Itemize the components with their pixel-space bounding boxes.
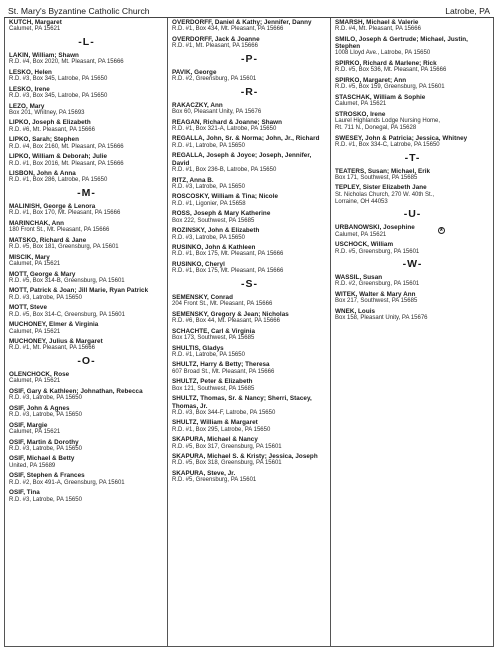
family-address: Box 158, Pleasant Unity, PA 15676 (335, 315, 428, 322)
family-name: SPIRKO, Margaret; Ann (335, 76, 407, 84)
family-name: ROSS, Joseph & Mary Katherine (172, 210, 271, 218)
directory-entry (335, 94, 490, 108)
family-address: R.D. #1, Ligonier, PA 15658 (172, 200, 246, 207)
family-address: R.D. #5, Box 536, Mt. Pleasant, PA 15666 (335, 67, 447, 74)
family-name: USCHOCK, William (335, 241, 394, 249)
family-name: SHULTZ, Peter & Elizabeth (172, 378, 253, 386)
directory-entry (172, 19, 327, 33)
directory-entry (9, 203, 164, 217)
directory-entry (335, 168, 490, 182)
family-address: R.D. #1, Box 175, Mt. Pleasant, PA 15666 (172, 251, 284, 258)
directory-entry (335, 291, 490, 305)
directory-entry (172, 311, 327, 325)
family-name: WASSIL, Susan (335, 274, 383, 282)
family-name: OLENCHOCK, Rose (9, 371, 70, 379)
family-address: R.D. #4, Box 2020, Mt. Pleasant, PA 15666 (9, 59, 124, 66)
family-name: SPIRKO, Richard & Marlene; Rick (335, 60, 437, 68)
family-name: TEATERS, Susan; Michael, Erik (335, 167, 431, 175)
family-address: R.D. #1, Latrobe, PA 15650 (172, 142, 245, 149)
family-address: R.D. #2, Greensburg, PA 15601 (172, 76, 257, 83)
family-name: SKAPURA, Michael & Nancy (172, 436, 258, 444)
family-address: Box 173, Southwest, PA 15685 (172, 334, 255, 341)
family-name: LESKO, Irene (9, 85, 50, 93)
family-address: R.D. #1, Box 170, Mt. Pleasant, PA 15666 (9, 210, 121, 217)
directory-entry (9, 19, 164, 33)
directory-entry (9, 237, 164, 251)
family-name: MATSKO, Richard & Jane (9, 236, 87, 244)
directory-entry (335, 19, 490, 33)
family-address: R.D. #1, Box 334-C, Latrobe, PA 15650 (335, 141, 440, 148)
directory-entry (172, 135, 327, 149)
directory-entry (9, 52, 164, 66)
family-address: 180 Front St., Mt. Pleasant, PA 15666 (9, 227, 110, 234)
family-name: LIPKO, Joseph & Elizabeth (9, 119, 91, 127)
family-address: Box 171, Southwest, PA 15685 (335, 174, 418, 181)
directory-entry (9, 422, 164, 436)
directory-entry (9, 271, 164, 285)
directory-entry (172, 177, 327, 191)
directory-entry (9, 455, 164, 469)
family-address: Calumet, PA 15621 (335, 231, 387, 238)
directory-entry (335, 135, 490, 149)
directory-entry (9, 371, 164, 385)
family-address: Calumet, PA 15621 (9, 260, 61, 267)
directory-entry (172, 453, 327, 467)
family-address: R.D. #3, Latrobe, PA 15650 (172, 234, 245, 241)
church-location: Latrobe, PA (445, 5, 490, 16)
family-name: SKAPURA, Michael S. & Kristy; Jessica, Joseph (172, 453, 318, 461)
directory-entry (9, 86, 164, 100)
family-address: R.D. #5, Greensburg, PA 15601 (335, 248, 420, 255)
family-name: LESKO, Helen (9, 68, 52, 76)
section-letter-heading: -W- (402, 258, 423, 271)
directory-entry (172, 102, 327, 116)
family-address: R.D. #1, Box 295, Latrobe, PA 15650 (172, 426, 271, 433)
family-name: OSIF, Stephen & Frances (9, 472, 85, 480)
family-name: SHULTZ, Harry & Betty; Theresa (172, 361, 270, 369)
family-address: R.D. #1, Mt. Pleasant, PA 15666 (172, 43, 258, 50)
family-name: RUSINKO, Cheryl (172, 260, 225, 268)
directory-entry (335, 77, 490, 91)
directory-entry (172, 261, 327, 275)
family-address: R.D. #5, Box 318, Greensburg, PA 15601 (172, 460, 282, 467)
directory-entry (172, 419, 327, 433)
family-name: SMILO, Joseph & Gertrude; Michael, Justin, Stephen (335, 35, 468, 51)
family-address: R.D. #3, Box 344-F, Latrobe, PA 15650 (172, 409, 276, 416)
family-address: United, PA 15689 (9, 462, 56, 469)
family-name: REGALLA, Joseph & Joyce; Joseph, Jennifer, David (172, 152, 312, 167)
family-address: R.D. #1, Latrobe, PA 15650 (172, 351, 245, 358)
family-name: MUCHONEY, Julius & Margaret (9, 338, 103, 346)
directory-column-1 (5, 18, 167, 646)
directory-entry (335, 274, 490, 288)
family-name: LISBON, John & Anna (9, 170, 76, 178)
family-address: R.D. #3, Latrobe, PA 15650 (9, 445, 82, 452)
directory-entry (172, 345, 327, 359)
family-address: Box 121, Southwest, PA 15685 (172, 385, 255, 392)
family-address: R.D. #5, Greensburg, PA 15601 (172, 477, 257, 484)
family-name: PAVIK, George (172, 68, 217, 76)
family-address: R.D. #5, Box 314-C, Greensburg, PA 15601 (9, 311, 125, 318)
family-name: LIPKO, William & Deborah; Julie (9, 153, 108, 161)
family-name: TEPLEY, Sister Elizabeth Jane (335, 184, 427, 192)
family-address: Box 222, Southwest, PA 15685 (172, 217, 255, 224)
directory-column-3 (330, 18, 493, 646)
family-address: R.D. #5, Box 181, Greensburg, PA 15601 (9, 244, 119, 251)
directory-entry (335, 308, 490, 322)
family-address: R.D. #1, Box 434, Mt. Pleasant, PA 15666 (172, 26, 284, 33)
memorial-mark-icon: ✘ (439, 227, 444, 234)
family-name: LIPKO, Sarah; Stephen (9, 136, 79, 144)
family-name: SEMENSKY, Conrad (172, 293, 233, 301)
section-letter-heading: -R- (240, 85, 259, 98)
family-address: R.D. #3, Latrobe, PA 15650 (172, 183, 245, 190)
family-name: SHULTIS, Gladys (172, 344, 224, 352)
family-name: OVERDORFF, Daniel & Kathy; Jennifer, Danny (172, 19, 312, 26)
family-name: STROSKO, Irene (335, 110, 386, 118)
family-name: MALINISH, George & Lenora (9, 203, 96, 211)
directory-entry (9, 472, 164, 486)
family-name: REGALLA, John, Sr. & Norma; John, Jr., Richard (172, 135, 320, 143)
family-name: REAGAN, Richard & Joanne; Shawn (172, 118, 283, 126)
directory-entry (172, 244, 327, 258)
page-header (4, 4, 494, 18)
family-name: OSIF, Gary & Kathleen; Johnathan, Rebecca (9, 387, 143, 395)
directory-entry (172, 119, 327, 133)
family-address: R.D. #6, Box 44, Mt. Pleasant, PA 15666 (172, 318, 280, 325)
family-address: R.D. #3, Latrobe, PA 15650 (9, 395, 82, 402)
family-name: STASCHAK, William & Sophie (335, 93, 426, 101)
directory-entry (9, 489, 164, 503)
directory-entry (335, 224, 490, 238)
family-name: ROSCOSKY, William & Tina; Nicole (172, 193, 279, 201)
directory-entry (172, 193, 327, 207)
directory-entry (9, 304, 164, 318)
family-address: R.D. #5, Box 314-B, Greensburg, PA 15601 (9, 277, 125, 284)
family-address: R.D. #1, Box 236-B, Latrobe, PA 15650 (172, 166, 277, 173)
family-address: R.D. #4, Mt. Pleasant, PA 15666 (335, 26, 421, 33)
family-name: RAKACZKY, Ann (172, 101, 223, 109)
directory-entry (9, 170, 164, 184)
family-name: URBANOWSKI, Josephine (335, 224, 415, 232)
family-address: 204 Front St., Mt. Pleasant, PA 15666 (172, 301, 273, 308)
family-address: Box 60, Pleasant Unity, PA 15676 (172, 108, 262, 115)
family-address: R.D. #1, Box 321-A, Latrobe, PA 15650 (172, 125, 277, 132)
directory-entry (9, 69, 164, 83)
family-address: 1008 Lloyd Ave., Latrobe, PA 15650 (335, 50, 431, 57)
family-address: Rt. 711 N., Donegal, PA 15628 (335, 125, 417, 132)
directory-entry (9, 119, 164, 133)
directory-entry (172, 152, 327, 174)
family-name: MOTT, George & Mary (9, 270, 76, 278)
directory-entry (172, 361, 327, 375)
directory-entry (172, 227, 327, 241)
directory-entry (172, 36, 327, 50)
family-name: MOTT, Steve (9, 304, 47, 312)
directory-entry (9, 220, 164, 234)
family-address: R.D. #3, Latrobe, PA 15650 (9, 412, 82, 419)
family-name: LEZO, Mary (9, 102, 45, 110)
family-address: Calumet, PA 15621 (9, 429, 61, 435)
family-name: SMARSH, Michael & Valerie (335, 19, 419, 26)
section-letter-heading: -L- (78, 35, 95, 48)
family-name: RITZ, Anna B. (172, 176, 214, 184)
family-address: R.D. #1, Mt. Pleasant, PA 15666 (9, 345, 95, 352)
family-address: Calumet, PA 15621 (9, 378, 61, 385)
family-address: 607 Broad St., Mt. Pleasant, PA 15666 (172, 368, 275, 375)
family-address: Calumet, PA 15621 (9, 328, 61, 335)
section-letter-heading: -M- (77, 187, 96, 200)
directory-entry (9, 287, 164, 301)
family-address: R.D. #5, Box 159, Greensburg, PA 15601 (335, 84, 445, 91)
section-letter-heading: -S- (241, 277, 258, 290)
directory-entry (9, 321, 164, 335)
family-address: R.D. #2, Box 491-A, Greensburg, PA 15601 (9, 479, 125, 486)
family-address: R.D. #1, Box 175, Mt. Pleasant, PA 15666 (172, 268, 284, 275)
family-name: SCHACHTE, Carl & Virginia (172, 327, 256, 335)
church-name: St. Mary's Byzantine Catholic Church (8, 5, 150, 16)
family-address: Calumet, PA 15621 (335, 101, 387, 108)
family-name: OSIF, Michael & Betty (9, 455, 75, 463)
family-name: ROZINSKY, John & Elizabeth (172, 227, 260, 235)
directory-entry (335, 60, 490, 74)
family-name: SKAPURA, Steve, Jr. (172, 470, 236, 478)
directory-entry (172, 294, 327, 308)
family-name: SEMENSKY, Gregory & Jean; Nicholas (172, 310, 289, 318)
directory-entry (9, 338, 164, 352)
family-name: RUSINKO, John & Kathleen (172, 244, 256, 252)
family-name: MARINCHAK, Ann (9, 219, 65, 227)
directory-entry (172, 395, 327, 417)
family-address: Box 201, Whitney, PA 15693 (9, 109, 85, 116)
family-name: OSIF, John & Agnes (9, 404, 70, 412)
directory-columns (4, 18, 494, 647)
family-address: R.D. #3, Latrobe, PA 15650 (9, 294, 82, 301)
directory-entry (9, 136, 164, 150)
directory-entry (335, 184, 490, 205)
family-address: R.D. #4, Box 2160, Mt. Pleasant, PA 15666 (9, 143, 124, 150)
family-name: SHULTZ, Thomas, Sr. & Nancy; Sherri, Stacey, Thomas, Jr. (172, 395, 312, 410)
section-letter-heading: -O- (77, 355, 96, 368)
family-name: WNEK, Louis (335, 307, 376, 315)
directory-entry (9, 254, 164, 268)
directory-entry (9, 153, 164, 167)
directory-entry (335, 36, 490, 58)
family-name: OVERDORFF, Jack & Joanne (172, 35, 260, 43)
directory-entry (172, 378, 327, 392)
family-name: MISCIK, Mary (9, 253, 50, 261)
family-name: SWESEY, John & Patricia; Jessica, Whitney (335, 134, 468, 142)
family-address: R.D. #3, Box 345, Latrobe, PA 15650 (9, 76, 108, 83)
directory-entry (172, 69, 327, 83)
directory-entry (9, 405, 164, 419)
family-address: St. Nicholas Church, 270 W. 40th St., (335, 191, 435, 198)
family-address: R.D. #2, Greensburg, PA 15601 (335, 281, 420, 288)
family-address: R.D. #6, Mt. Pleasant, PA 15666 (9, 126, 95, 133)
family-name: WITEK, Walter & Mary Ann (335, 290, 416, 298)
directory-entry (172, 470, 327, 484)
family-name: SHULTZ, William & Margaret (172, 419, 258, 427)
directory-entry (335, 241, 490, 255)
section-letter-heading: -T- (404, 151, 421, 164)
family-address: R.D. #3, Box 345, Latrobe, PA 15650 (9, 92, 108, 99)
family-name: KUTCH, Margaret (9, 19, 62, 26)
directory-entry (9, 103, 164, 117)
directory-entry (9, 388, 164, 402)
directory-entry (9, 439, 164, 453)
directory-column-2 (167, 18, 330, 646)
family-address: R.D. #1, Box 2016, Mt. Pleasant, PA 15666 (9, 160, 124, 167)
directory-entry (335, 111, 490, 132)
family-name: LAKIN, William; Shawn (9, 51, 79, 59)
family-address: Lorraine, OH 44053 (335, 198, 388, 205)
family-address: R.D. #5, Box 317, Greensburg, PA 15601 (172, 443, 282, 450)
family-name: OSIF, Margie (9, 421, 48, 429)
family-name: OSIF, Tina (9, 489, 40, 497)
family-address: Box 217, Southwest, PA 15685 (335, 298, 418, 305)
family-name: MUCHONEY, Elmer & Virginia (9, 321, 99, 329)
directory-entry (172, 328, 327, 342)
directory-entry (172, 210, 327, 224)
family-name: OSIF, Martin & Dorothy (9, 438, 79, 446)
family-address: Calumet, PA 15621 (9, 26, 61, 33)
family-address: Laurel Highlands Lodge Nursing Home, (335, 118, 441, 125)
section-letter-heading: -U- (403, 208, 422, 221)
directory-entry (172, 436, 327, 450)
family-name: MOTT, Patrick & Joan; Jill Marie, Ryan Patrick (9, 287, 149, 295)
family-address: R.D. #1, Box 286, Latrobe, PA 15650 (9, 177, 108, 184)
family-address: R.D. #3, Latrobe, PA 15650 (9, 496, 82, 503)
section-letter-heading: -P- (241, 52, 258, 65)
